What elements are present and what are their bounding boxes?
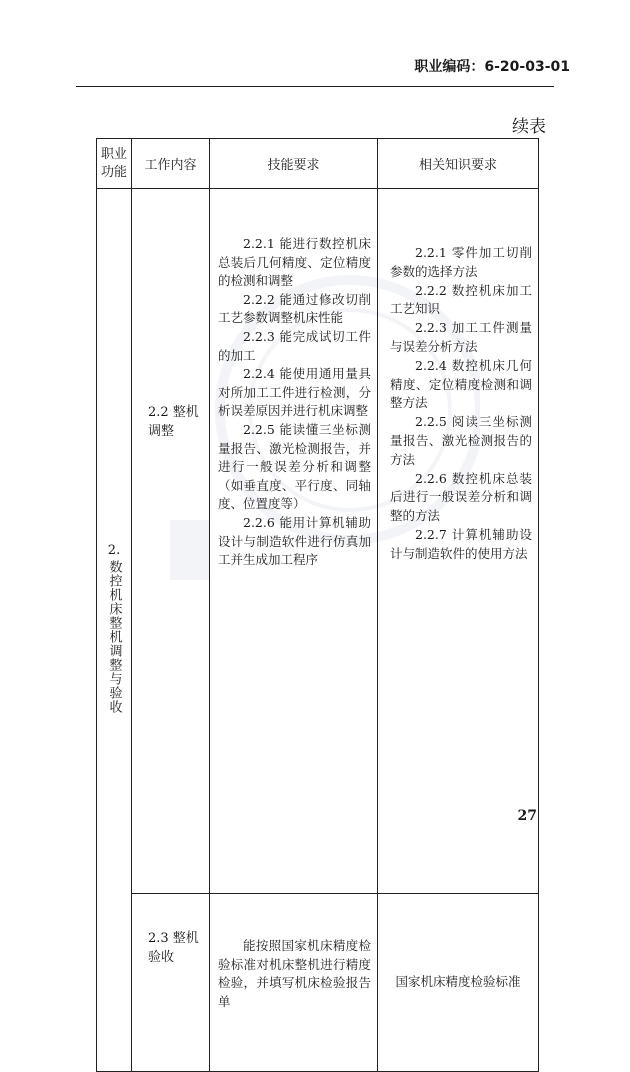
skill-item: 2.2.5 能读懂三坐标测量报告、激光检测报告，并进行一般误差分析和调整（如垂直度、平行度、同轴度、位置度等）: [218, 421, 371, 512]
header-function-label: 职业 功能: [100, 146, 127, 180]
skill-item: 2.2.1 能进行数控机床总装后几何精度、定位精度的检测和调整: [218, 236, 371, 289]
occupation-code: 职业编码：6-20-03-01: [414, 59, 570, 75]
knowledge-item: 国家机床精度检验标准: [395, 974, 521, 990]
knowledge-item: 2.2.3 加工工件测量与误差分析方法: [390, 320, 532, 354]
skill-item: 2.2.4 能使用通用量具对所加工工件进行检测，分析误差原因并进行机床调整: [218, 366, 371, 419]
skills-cell: [210, 189, 378, 894]
knowledge-cell: [378, 894, 539, 1072]
knowledge-item: 2.2.4 数控机床几何精度、定位精度检测和调整方法: [390, 357, 532, 411]
table-header-row: [97, 139, 539, 189]
skills-cell: [210, 894, 378, 1072]
function-cell: [97, 189, 132, 1072]
work-content-cell: 2.2 整机调整: [132, 189, 210, 894]
work-content-cell: 2.3 整机验收: [132, 894, 210, 1072]
skill-item: 能按照国家机床精度检验标准对机床整机进行精度检验，并填写机床检验报告单: [218, 938, 371, 1009]
header-knowledge: 相关知识要求: [378, 139, 539, 189]
skill-item: 2.2.6 能用计算机辅助设计与制造软件进行仿真加工并生成加工程序: [218, 514, 371, 568]
knowledge-item: 2.2.6 数控机床总装后进行一般误差分析和调整的方法: [390, 470, 532, 524]
header-content: 工作内容: [132, 139, 210, 189]
skill-item: 2.2.2 能通过修改切削工艺参数调整机床性能: [218, 291, 371, 326]
header-rule: [76, 86, 554, 87]
table-row: [97, 894, 539, 1072]
function-name: 数控机床整机调整与验收: [106, 559, 122, 714]
knowledge-item: 2.2.2 数控机床加工工艺知识: [390, 282, 532, 317]
skill-item: 2.2.3 能完成试切工件的加工: [218, 328, 371, 363]
skills-table: [96, 138, 539, 1072]
page-number: 27: [517, 808, 537, 824]
knowledge-item: 2.2.7 计算机辅助设计与制造软件的使用方法: [390, 526, 532, 561]
knowledge-item: 2.2.1 零件加工切削参数的选择方法: [390, 245, 532, 279]
knowledge-item: 2.2.5 阅读三坐标测量报告、激光检测报告的方法: [390, 414, 532, 467]
continued-label: 续表: [512, 117, 546, 137]
header-skills: 技能要求: [210, 139, 378, 189]
knowledge-cell: [378, 189, 539, 894]
table-row: [97, 189, 539, 894]
header-function: [97, 139, 132, 189]
function-number: 2.: [107, 542, 121, 558]
